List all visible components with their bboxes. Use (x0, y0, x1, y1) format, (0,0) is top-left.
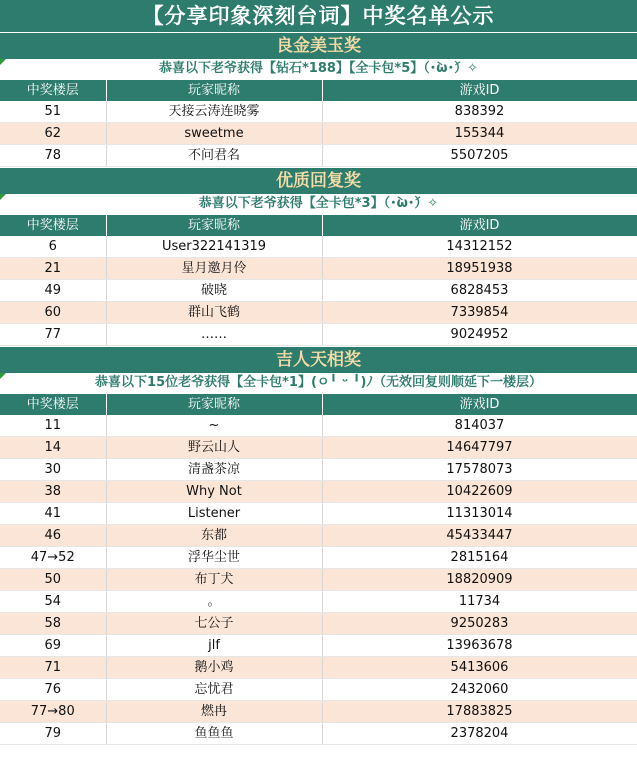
nickname-cell: User322141319 (106, 236, 322, 258)
table-row (0, 236, 637, 258)
floor-cell: 62 (0, 123, 106, 145)
floor-cell: 79 (0, 723, 106, 745)
floor-cell: 6 (0, 236, 106, 258)
nickname-cell: 群山飞鹤 (106, 302, 322, 324)
winners-list (0, 32, 637, 745)
game-id-cell: 814037 (322, 415, 637, 437)
floor-cell: 30 (0, 459, 106, 481)
floor-cell: 58 (0, 613, 106, 635)
nickname-cell: 野云山人 (106, 437, 322, 459)
floor-cell: 77→80 (0, 701, 106, 723)
game-id-cell: 18951938 (322, 258, 637, 280)
table-row (0, 145, 637, 167)
table-header (0, 215, 637, 237)
game-id-cell: 2432060 (322, 679, 637, 701)
table-row (0, 415, 637, 437)
game-id-cell: 45433447 (322, 525, 637, 547)
winners-table (0, 79, 637, 167)
game-id-cell: 6828453 (322, 280, 637, 302)
prize-section (0, 346, 637, 745)
table-row (0, 679, 637, 701)
floor-cell: 49 (0, 280, 106, 302)
column-header-game-id: 游戏ID (322, 394, 637, 416)
table-row (0, 280, 637, 302)
game-id-cell: 2378204 (322, 723, 637, 745)
nickname-cell: jlf (106, 635, 322, 657)
nickname-cell: 破晓 (106, 280, 322, 302)
nickname-cell: 。 (106, 591, 322, 613)
nickname-cell: 清盏茶凉 (106, 459, 322, 481)
game-id-cell: 9024952 (322, 324, 637, 346)
corner-marker-icon (0, 194, 6, 200)
floor-cell: 60 (0, 302, 106, 324)
table-row (0, 569, 637, 591)
table-row (0, 302, 637, 324)
table-row (0, 525, 637, 547)
table-row (0, 547, 637, 569)
floor-cell: 14 (0, 437, 106, 459)
winners-table (0, 393, 637, 745)
game-id-cell: 18820909 (322, 569, 637, 591)
corner-marker-icon (0, 59, 6, 65)
game-id-cell: 5507205 (322, 145, 637, 167)
nickname-cell: 鱼鱼鱼 (106, 723, 322, 745)
game-id-cell: 155344 (322, 123, 637, 145)
table-row (0, 503, 637, 525)
nickname-cell: 鹅小鸡 (106, 657, 322, 679)
floor-cell: 78 (0, 145, 106, 167)
nickname-cell: Why Not (106, 481, 322, 503)
prize-section (0, 32, 637, 167)
page-title: 【分享印象深刻台词】中奖名单公示 (0, 0, 637, 32)
nickname-cell: 星月邀月伶 (106, 258, 322, 280)
section-title: 优质回复奖 (0, 167, 637, 194)
section-title: 吉人天相奖 (0, 346, 637, 373)
nickname-cell: …… (106, 324, 322, 346)
congrats-label: 恭喜以下老爷获得【钻石*188】【全卡包*5】（･̀ω･́）✧ (159, 61, 478, 76)
table-row (0, 657, 637, 679)
nickname-cell: 燃冉 (106, 701, 322, 723)
table-row (0, 459, 637, 481)
congrats-label: 恭喜以下15位老爷获得【全卡包*1】(ㅇ╹ ᵕ ╹)ﾉ（无效回复则顺延下一楼层） (95, 375, 542, 390)
nickname-cell: 七公子 (106, 613, 322, 635)
floor-cell: 47→52 (0, 547, 106, 569)
nickname-cell: 东都 (106, 525, 322, 547)
congrats-label: 恭喜以下老爷获得【全卡包*3】（･̀ω･́）✧ (198, 196, 439, 211)
nickname-cell: 天接云涛连晓雾 (106, 101, 322, 123)
game-id-cell: 7339854 (322, 302, 637, 324)
floor-cell: 54 (0, 591, 106, 613)
floor-cell: 46 (0, 525, 106, 547)
nickname-cell: 浮华尘世 (106, 547, 322, 569)
column-header-nickname: 玩家昵称 (106, 215, 322, 237)
floor-cell: 77 (0, 324, 106, 346)
table-row (0, 481, 637, 503)
column-header-game-id: 游戏ID (322, 215, 637, 237)
game-id-cell: 17883825 (322, 701, 637, 723)
game-id-cell: 14647797 (322, 437, 637, 459)
nickname-cell: 忘忧君 (106, 679, 322, 701)
column-header-nickname: 玩家昵称 (106, 394, 322, 416)
game-id-cell: 9250283 (322, 613, 637, 635)
floor-cell: 11 (0, 415, 106, 437)
floor-cell: 51 (0, 101, 106, 123)
game-id-cell: 17578073 (322, 459, 637, 481)
column-header-nickname: 玩家昵称 (106, 80, 322, 102)
table-row (0, 437, 637, 459)
floor-cell: 38 (0, 481, 106, 503)
game-id-cell: 11734 (322, 591, 637, 613)
table-row (0, 101, 637, 123)
game-id-cell: 5413606 (322, 657, 637, 679)
column-header-floor: 中奖楼层 (0, 215, 106, 237)
table-row (0, 613, 637, 635)
nickname-cell: 布丁犬 (106, 569, 322, 591)
game-id-cell: 11313014 (322, 503, 637, 525)
corner-marker-icon (0, 373, 6, 379)
game-id-cell: 2815164 (322, 547, 637, 569)
nickname-cell: Listener (106, 503, 322, 525)
congrats-text (0, 194, 637, 214)
table-row (0, 258, 637, 280)
nickname-cell: ~ (106, 415, 322, 437)
table-row (0, 123, 637, 145)
table-row (0, 324, 637, 346)
game-id-cell: 14312152 (322, 236, 637, 258)
prize-section (0, 167, 637, 346)
floor-cell: 69 (0, 635, 106, 657)
column-header-floor: 中奖楼层 (0, 394, 106, 416)
table-header (0, 80, 637, 102)
congrats-text (0, 373, 637, 393)
table-row (0, 701, 637, 723)
column-header-floor: 中奖楼层 (0, 80, 106, 102)
section-title: 良金美玉奖 (0, 32, 637, 59)
table-header (0, 394, 637, 416)
congrats-text (0, 59, 637, 79)
column-header-game-id: 游戏ID (322, 80, 637, 102)
floor-cell: 41 (0, 503, 106, 525)
floor-cell: 71 (0, 657, 106, 679)
nickname-cell: sweetme (106, 123, 322, 145)
table-row (0, 723, 637, 745)
game-id-cell: 838392 (322, 101, 637, 123)
table-row (0, 591, 637, 613)
floor-cell: 50 (0, 569, 106, 591)
floor-cell: 76 (0, 679, 106, 701)
table-row (0, 635, 637, 657)
game-id-cell: 10422609 (322, 481, 637, 503)
game-id-cell: 13963678 (322, 635, 637, 657)
nickname-cell: 不问君名 (106, 145, 322, 167)
winners-table (0, 214, 637, 346)
floor-cell: 21 (0, 258, 106, 280)
